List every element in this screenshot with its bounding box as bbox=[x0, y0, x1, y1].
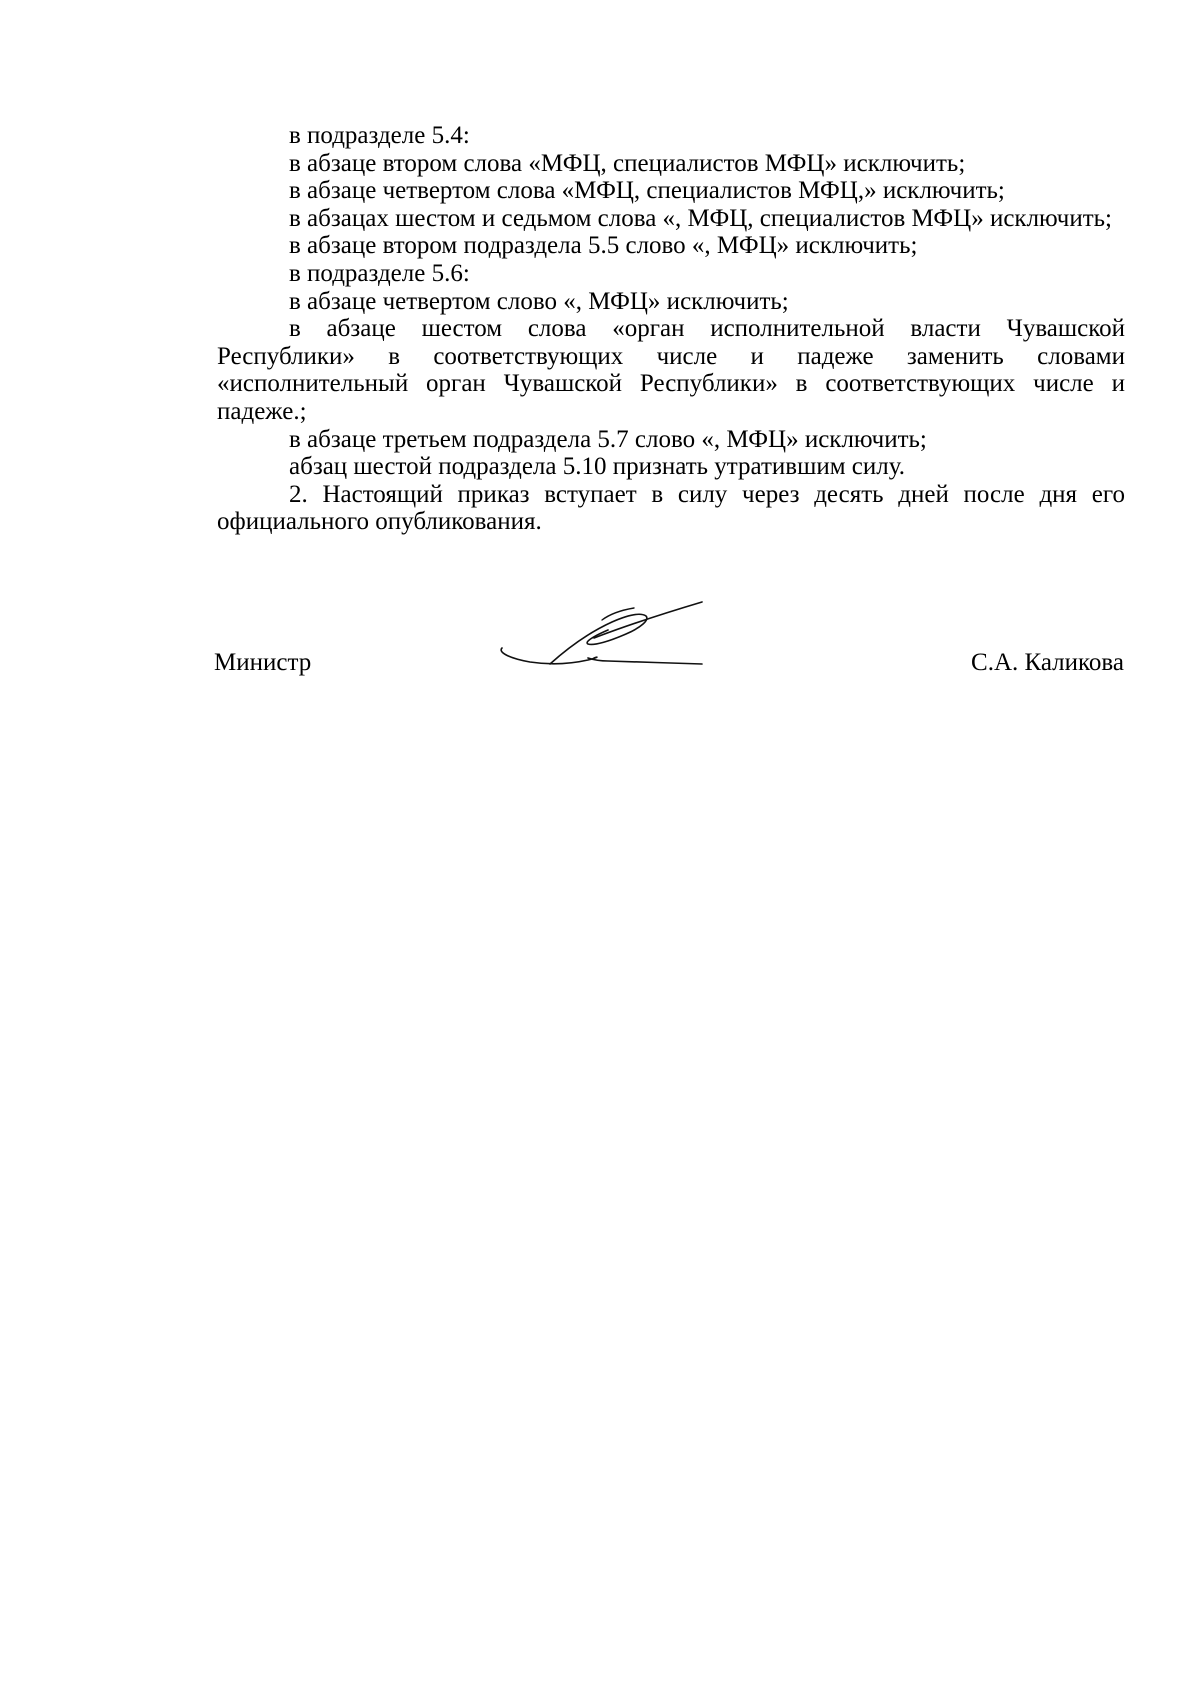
paragraph: в абзаце втором подраздела 5.5 слово «, МФЦ» исключить; bbox=[289, 232, 918, 260]
paragraph: 2. Настоящий приказ вступает в силу через десять дней после дня его официального опубликования. bbox=[217, 480, 1125, 536]
paragraph: в подразделе 5.4: bbox=[289, 122, 470, 149]
paragraph: в абзаце втором слова «МФЦ, специалистов МФЦ» исключить; bbox=[289, 149, 966, 177]
paragraph: абзац шестой подраздела 5.10 признать утратившим силу. bbox=[289, 453, 905, 481]
paragraph: в абзаце четвертом слово «, МФЦ» исключить; bbox=[289, 287, 789, 315]
signatory-position: Министр bbox=[214, 649, 312, 676]
paragraph: в подразделе 5.6: bbox=[289, 259, 470, 287]
paragraph: в абзаце шестом слова «орган исполнительной власти Чувашской Республики» в соответствующих числе и падеже заменить словами «исполнительный орган Чувашской Республики» в соответствующих числе и падеже.; bbox=[217, 315, 1125, 425]
paragraph: в абзацах шестом и седьмом слова «, МФЦ, специалистов МФЦ» исключить; bbox=[289, 204, 1112, 232]
paragraph: в абзаце третьем подраздела 5.7 слово «, МФЦ» исключить; bbox=[289, 425, 927, 453]
document-body bbox=[217, 122, 1125, 536]
signatory-name: С.А. Каликова bbox=[971, 649, 1124, 676]
handwritten-signature bbox=[490, 598, 705, 678]
paragraph: в абзаце четвертом слова «МФЦ, специалистов МФЦ,» исключить; bbox=[289, 177, 1005, 205]
